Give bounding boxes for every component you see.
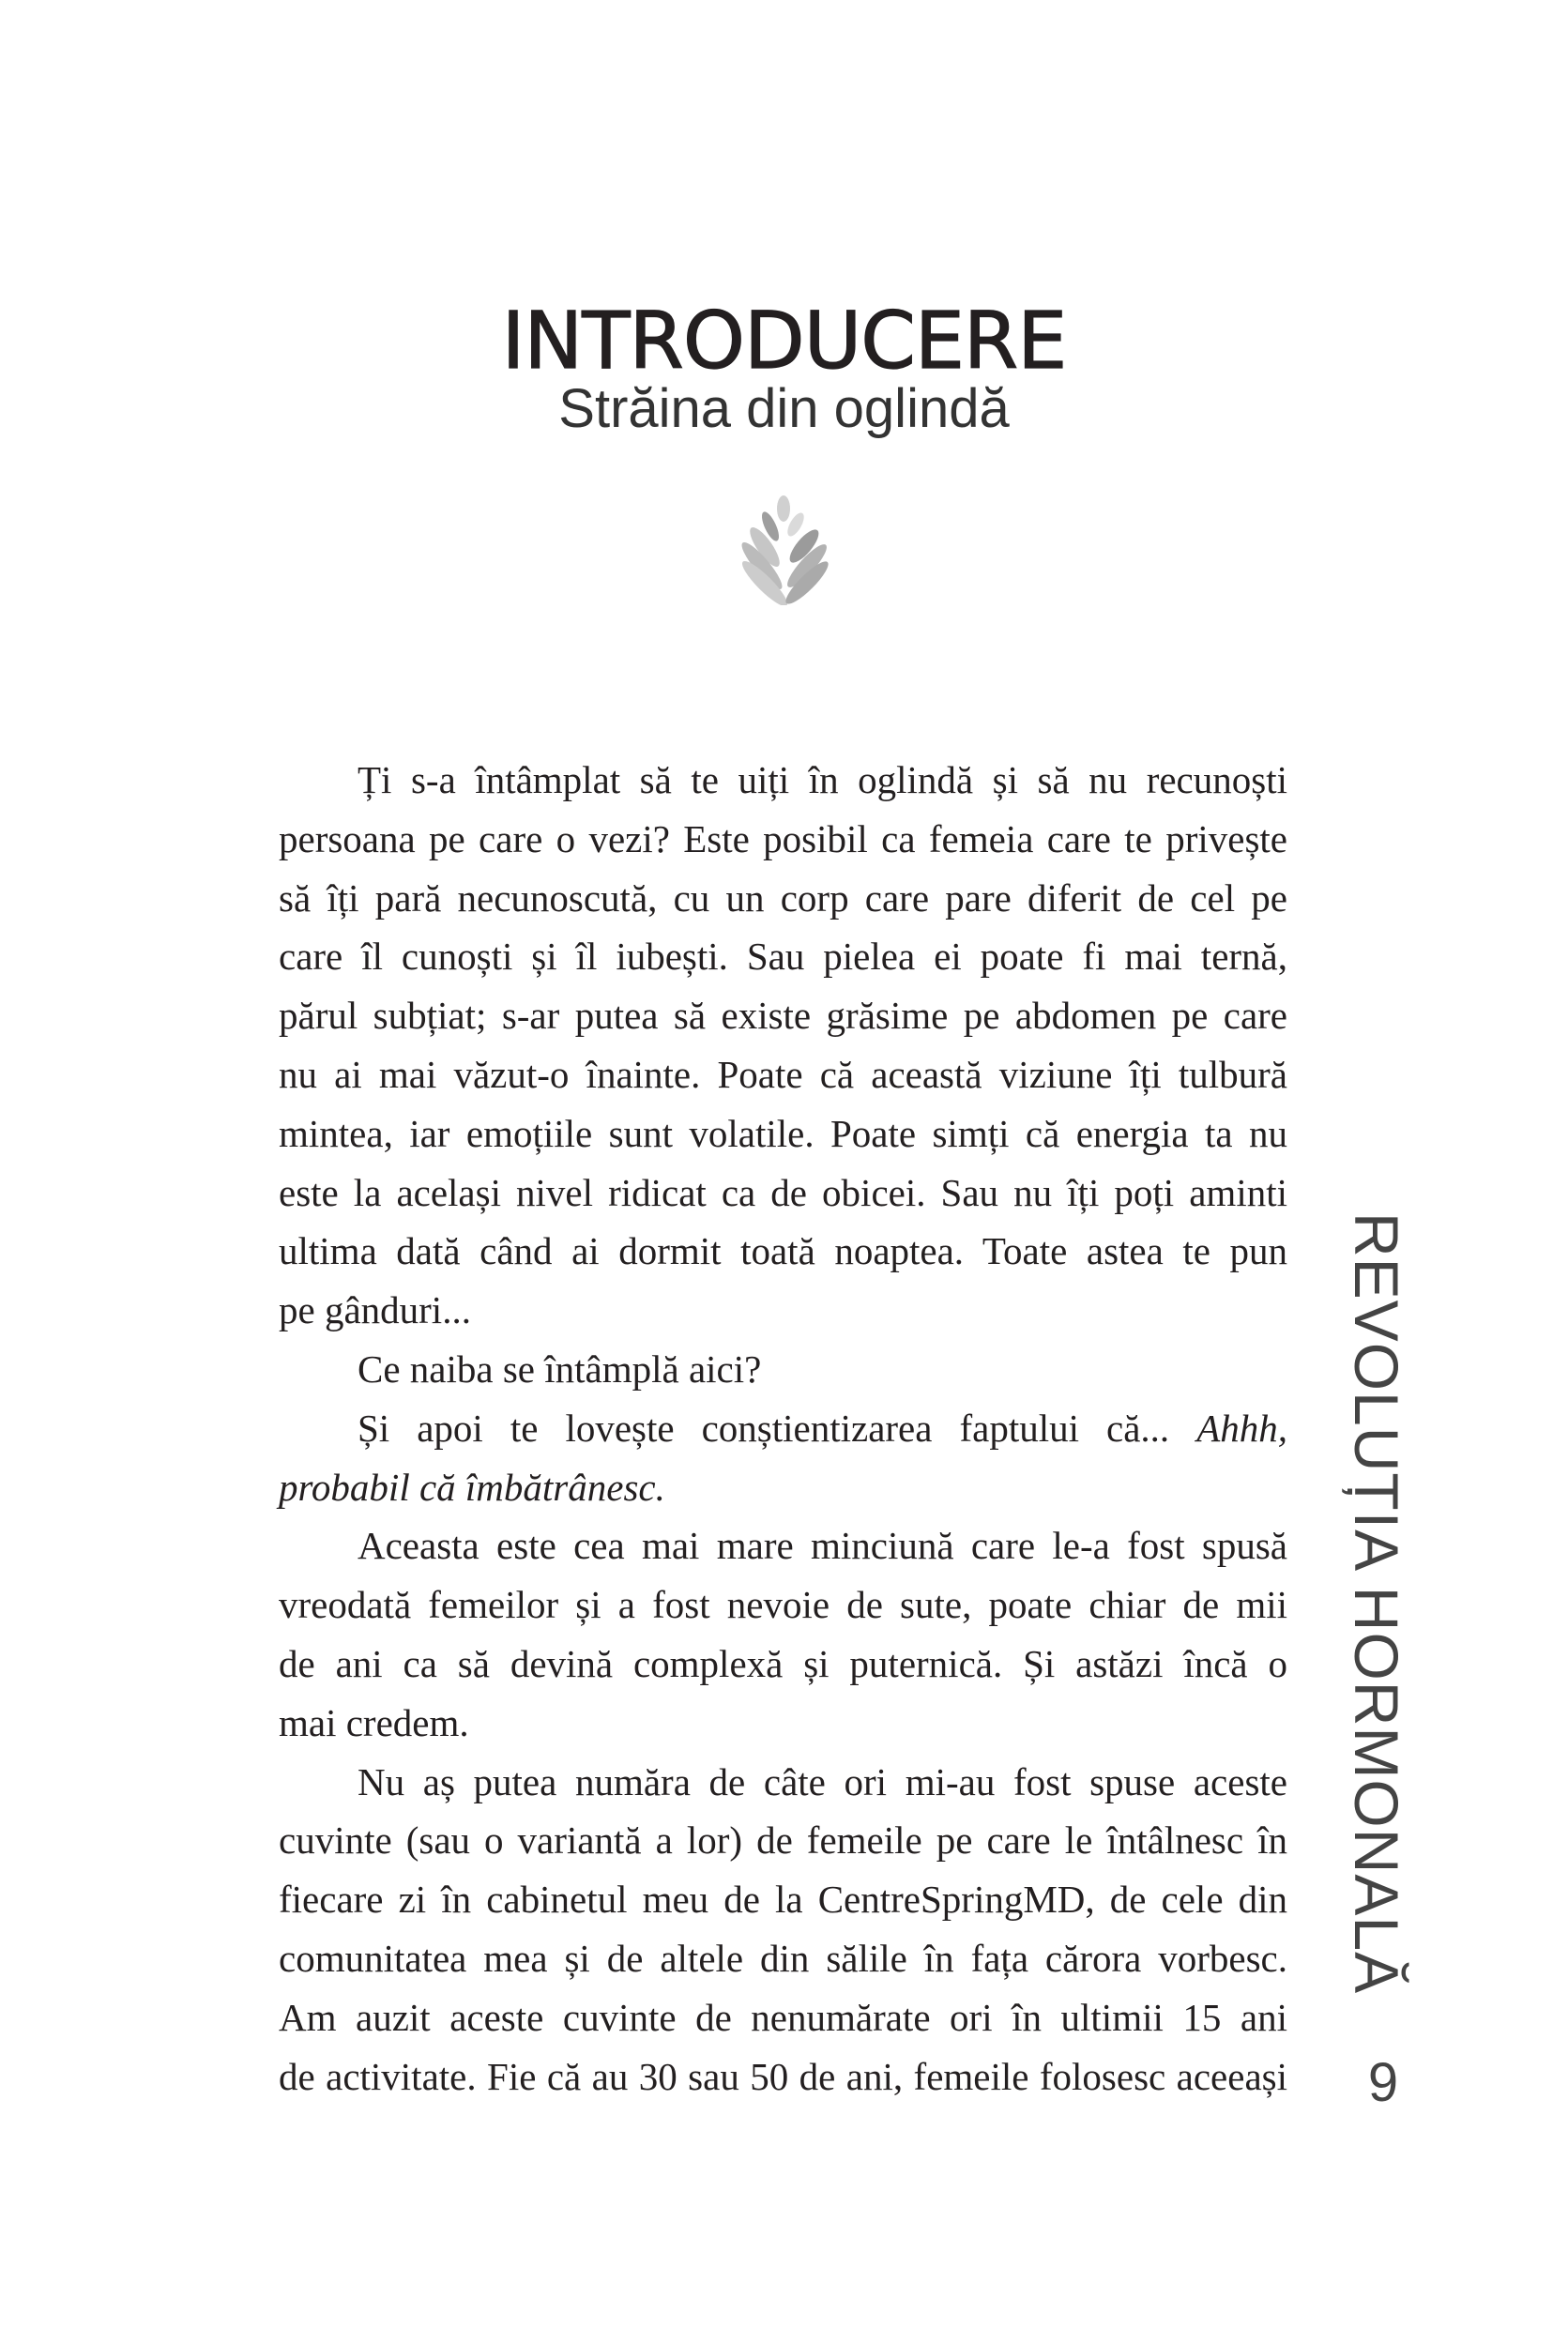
text-segment: Și apoi te lovește conștientizarea faptului că... <box>358 1406 1197 1450</box>
italic-segment: Ahhh, <box>1196 1406 1287 1450</box>
text-line: Aceasta este cea mai mare minciună care le-a fost spusă <box>358 1524 1287 1568</box>
text-line: fiecare zi în cabinetul meu de la CentreSpringMD, de cele din <box>279 1878 1287 1922</box>
text-line: Nu aș putea număra de câte ori mi-au fost spuse aceste <box>358 1759 1287 1803</box>
text-line: care îl cunoști și îl iubești. Sau pielea ei poate fi mai ternă, <box>279 935 1287 979</box>
text-line: persoana pe care o vezi? Este posibil ca femeia care te privește <box>279 816 1287 860</box>
text-line: ultima dată când ai dormit toată noaptea. Toate astea te pun <box>279 1229 1287 1273</box>
text-line: părul subțiat; s-ar putea să existe grăsime pe abdomen pe care <box>279 994 1287 1038</box>
text-line: pe gânduri... <box>279 1288 471 1332</box>
text-line <box>279 1399 1287 1458</box>
chapter-subtitle: Străina din oglindă <box>558 378 1010 439</box>
text-line: Ți s-a întâmplat să te uiți în oglindă și să nu recunoști <box>358 758 1287 801</box>
text-line: cuvinte (sau o variantă a lor) de femeile pe care le întâlnesc în <box>279 1818 1287 1863</box>
chapter-title: INTRODUCERE <box>501 295 1067 388</box>
leaf-ornament-icon <box>723 493 845 605</box>
text-line: să îți pară necunoscută, cu un corp care pare diferit de cel pe <box>279 875 1287 920</box>
text-line: Ce naiba se întâmplă aici? <box>358 1346 762 1391</box>
text-line: este la același nivel ridicat ca de obicei. Sau nu îți poți aminti <box>279 1170 1287 1214</box>
text-line: mintea, iar emoțiile sunt volatile. Poate simți că energia ta nu <box>279 1111 1287 1155</box>
text-line: mai credem. <box>279 1700 469 1744</box>
text-line: comunitatea mea și de altele din sălile în fața cărora vorbesc. <box>279 1936 1287 1980</box>
running-header-vertical: REVOLUȚIA HORMONALĂ <box>1342 1212 1411 1995</box>
text-line: vreodată femeilor și a fost nevoie de sute, poate chiar de mii <box>279 1583 1287 1627</box>
text-line: de activitate. Fie că au 30 sau 50 de ani, femeile folosesc aceeași <box>279 2054 1287 2098</box>
text-line: probabil că îmbătrânesc. <box>279 1465 665 1509</box>
text-line: nu ai mai văzut-o înainte. Poate că această viziune îți tulbură <box>279 1052 1287 1096</box>
body-text <box>279 751 1287 2106</box>
text-line: de ani ca să devină complexă și puternică. Și astăzi încă o <box>279 1641 1287 1685</box>
page-number: 9 <box>1367 2052 1399 2113</box>
text-line: Am auzit aceste cuvinte de nenumărate ori în ultimii 15 ani <box>279 1995 1287 2039</box>
